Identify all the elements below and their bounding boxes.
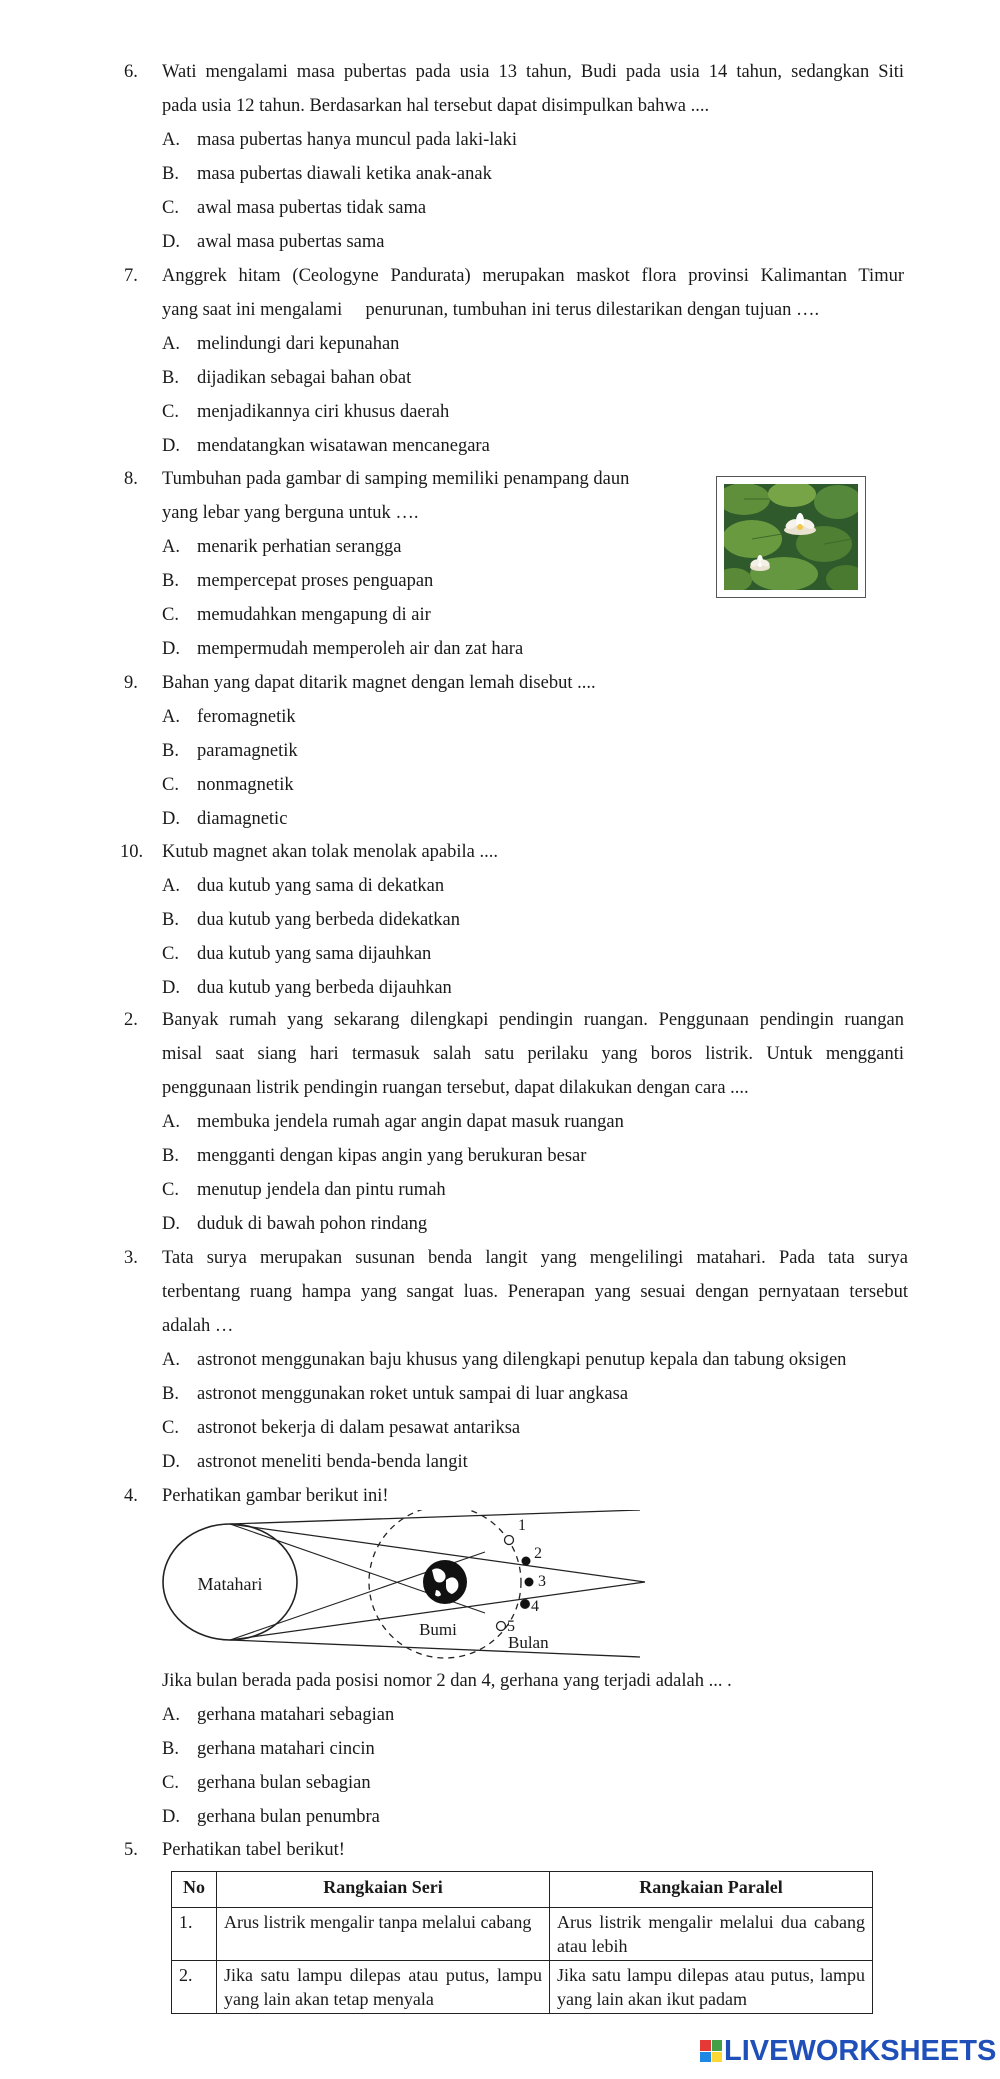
question-9	[0, 666, 1000, 836]
earth-label: Bumi	[419, 1620, 457, 1639]
question-number: 3.	[124, 1248, 138, 1268]
question-4-continued	[0, 1664, 1000, 1834]
option-a[interactable]: A. masa pubertas hanya muncul pada laki-laki	[162, 130, 518, 150]
position-label: 1	[518, 1517, 526, 1534]
option-b[interactable]: B. masa pubertas diawali ketika anak-anak	[162, 164, 492, 184]
liveworksheets-logo[interactable]	[700, 2036, 996, 2066]
row-number: 2.	[172, 1961, 217, 2014]
position-label: 2	[534, 1545, 542, 1562]
question-text: pada usia 12 tahun. Berdasarkan hal tersebut dapat disimpulkan bahwa ....	[162, 96, 710, 116]
water-lily-image	[716, 476, 866, 598]
question-text: Tata surya merupakan susunan benda langit yang mengelilingi matahari. Pada tata surya	[162, 1248, 908, 1268]
question-text: penggunaan listrik pendingin ruangan tersebut, dapat dilakukan dengan cara ....	[162, 1078, 749, 1098]
option-c[interactable]: C. menutup jendela dan pintu rumah	[162, 1180, 446, 1200]
seri-cell: Jika satu lampu dilepas atau putus, lampu yang lain akan tetap menyala	[217, 1961, 550, 2014]
table-header-row	[172, 1872, 873, 1908]
sun-label: Matahari	[197, 1574, 263, 1594]
question-6	[0, 55, 1000, 259]
brand-name: LIVEWORKSHEETS	[724, 2034, 997, 2067]
option-c[interactable]: C. menjadikannya ciri khusus daerah	[162, 402, 450, 422]
seri-cell: Arus listrik mengalir tanpa melalui cabang	[217, 1908, 550, 1961]
question-4	[0, 1479, 1000, 1513]
paralel-cell: Arus listrik mengalir melalui dua cabang atau lebih	[550, 1908, 873, 1961]
option-d[interactable]: D. diamagnetic	[162, 809, 288, 829]
option-a[interactable]: A. dua kutub yang sama di dekatkan	[162, 876, 445, 896]
moon-position-2	[522, 1557, 531, 1566]
question-text: Tumbuhan pada gambar di samping memiliki penampang daun	[162, 469, 630, 489]
earth-globe	[423, 1560, 467, 1604]
question-text: terbentang ruang hampa yang sangat luas. Penerapan yang sesuai dengan pernyataan tersebut	[162, 1282, 908, 1302]
option-d[interactable]: D. astronot meneliti benda-benda langit	[162, 1452, 468, 1472]
header-seri: Rangkaian Seri	[217, 1872, 550, 1908]
option-c[interactable]: C. nonmagnetik	[162, 775, 294, 795]
question-number: 5.	[124, 1840, 138, 1860]
option-a[interactable]: A. feromagnetik	[162, 707, 296, 727]
question-5	[0, 1833, 1000, 1867]
option-d[interactable]: D. duduk di bawah pohon rindang	[162, 1214, 428, 1234]
option-b[interactable]: B. gerhana matahari cincin	[162, 1739, 375, 1759]
row-number: 1.	[172, 1908, 217, 1961]
option-b[interactable]: B. mempercepat proses penguapan	[162, 571, 434, 591]
moon-label: Bulan	[508, 1633, 549, 1652]
question-2	[0, 1003, 1000, 1241]
option-a[interactable]: A. melindungi dari kepunahan	[162, 334, 400, 354]
circuit-table	[171, 1871, 873, 2014]
question-text: Perhatikan gambar berikut ini!	[162, 1486, 389, 1506]
option-a[interactable]: A. gerhana matahari sebagian	[162, 1705, 395, 1725]
question-10	[0, 835, 1000, 1005]
question-text: Wati mengalami masa pubertas pada usia 13 tahun, Budi pada usia 14 tahun, sedangkan Siti	[162, 62, 904, 82]
moon-position-4	[521, 1600, 530, 1609]
option-d[interactable]: D. dua kutub yang berbeda dijauhkan	[162, 978, 452, 998]
option-a[interactable]: A. menarik perhatian serangga	[162, 537, 402, 557]
question-text: Bahan yang dapat ditarik magnet dengan lemah disebut ....	[162, 673, 596, 693]
header-no: No	[172, 1872, 217, 1908]
option-b[interactable]: B. dijadikan sebagai bahan obat	[162, 368, 412, 388]
moon-position-1	[505, 1536, 514, 1545]
position-label: 4	[531, 1598, 539, 1615]
question-number: 10.	[120, 842, 144, 862]
question-text: Anggrek hitam (Ceologyne Pandurata) merupakan maskot flora provinsi Kalimantan Timur	[162, 266, 904, 286]
question-text: Banyak rumah yang sekarang dilengkapi pendingin ruangan. Penggunaan pendingin ruangan	[162, 1010, 904, 1030]
option-a[interactable]: A. astronot menggunakan baju khusus yang dilengkapi penutup kepala dan tabung oksigen	[162, 1350, 847, 1370]
position-label: 3	[538, 1573, 546, 1590]
option-b[interactable]: B. mengganti dengan kipas angin yang berukuran besar	[162, 1146, 587, 1166]
option-c[interactable]: C. awal masa pubertas tidak sama	[162, 198, 427, 218]
option-b[interactable]: B. astronot menggunakan roket untuk sampai di luar angkasa	[162, 1384, 629, 1404]
question-3	[0, 1241, 1000, 1479]
option-d[interactable]: D. mempermudah memperoleh air dan zat hara	[162, 639, 524, 659]
question-number: 7.	[124, 266, 138, 286]
question-text: Jika bulan berada pada posisi nomor 2 dan 4, gerhana yang terjadi adalah ... .	[162, 1671, 732, 1691]
option-c[interactable]: C. memudahkan mengapung di air	[162, 605, 431, 625]
paralel-cell: Jika satu lampu dilepas atau putus, lampu yang lain akan ikut padam	[550, 1961, 873, 2014]
option-b[interactable]: B. paramagnetik	[162, 741, 298, 761]
question-text: adalah …	[162, 1316, 234, 1336]
table-row	[172, 1961, 873, 2014]
question-text: yang saat ini mengalami penurunan, tumbuhan ini terus dilestarikan dengan tujuan ….	[162, 300, 820, 320]
logo-squares-icon	[700, 2040, 722, 2062]
option-d[interactable]: D. awal masa pubertas sama	[162, 232, 385, 252]
question-number: 2.	[124, 1010, 138, 1030]
header-paralel: Rangkaian Paralel	[550, 1872, 873, 1908]
question-text: Perhatikan tabel berikut!	[162, 1840, 345, 1860]
option-c[interactable]: C. astronot bekerja di dalam pesawat antariksa	[162, 1418, 521, 1438]
option-c[interactable]: C. dua kutub yang sama dijauhkan	[162, 944, 432, 964]
position-label: 5	[507, 1618, 515, 1635]
question-text: yang lebar yang berguna untuk ….	[162, 503, 419, 523]
table-row	[172, 1908, 873, 1961]
question-text: misal saat siang hari termasuk salah satu perilaku yang boros listrik. Untuk mengganti	[162, 1044, 904, 1064]
question-number: 4.	[124, 1486, 138, 1506]
eclipse-diagram	[160, 1510, 660, 1660]
question-7	[0, 259, 1000, 463]
option-d[interactable]: D. mendatangkan wisatawan mencanegara	[162, 436, 490, 456]
question-number: 8.	[124, 469, 138, 489]
moon-position-3	[525, 1578, 534, 1587]
option-a[interactable]: A. membuka jendela rumah agar angin dapat masuk ruangan	[162, 1112, 624, 1132]
question-number: 6.	[124, 62, 138, 82]
option-b[interactable]: B. dua kutub yang berbeda didekatkan	[162, 910, 461, 930]
option-d[interactable]: D. gerhana bulan penumbra	[162, 1807, 380, 1827]
water-lily-picture	[724, 484, 858, 590]
moon-position-5	[497, 1622, 506, 1631]
question-text: Kutub magnet akan tolak menolak apabila ....	[162, 842, 498, 862]
question-number: 9.	[124, 673, 138, 693]
option-c[interactable]: C. gerhana bulan sebagian	[162, 1773, 371, 1793]
